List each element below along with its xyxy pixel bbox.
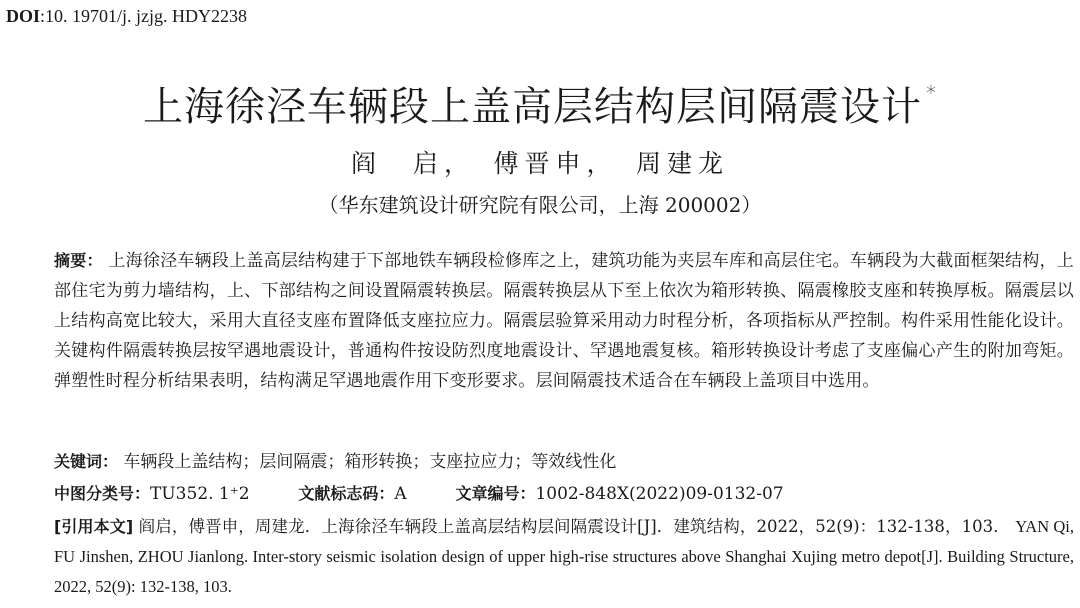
doi-value: :10. 19701/j. jzjg. HDY2238 [40, 6, 248, 26]
author-list: 阎 启， 傅晋申， 周建龙 [350, 149, 729, 178]
document-code-label: 文献标志码： [298, 484, 395, 503]
paper-title [0, 62, 1080, 138]
doi-label: DOI [6, 6, 41, 26]
abstract-text: 上海徐泾车辆段上盖高层结构建于下部地铁车辆段检修库之上，建筑功能为夹层车库和高层住宅。车辆段为大截面框架结构，上部住宅为剪力墙结构，上、下部结构之间设置隔震转换层。隔震转换层从下至上依次为箱形转换、隔震橡胶支座和转换厚板。隔震层以上结构高宽比较大，采用大直径支座布置降低支座拉应力。隔震层验算采用动力时程分析，各项指标从严控制。构件采用性能化设计。关键构件隔震转换层按罕遇地震设计，普通构件按设防烈度地震设计、罕遇地震复核。箱形转换设计考虑了支座偏心产生的附加弯矩。弹塑性时程分析结果表明，结构满足罕遇地震作用下变形要求。层间隔震技术适合在车辆段上盖项目中选用。 [54, 251, 1074, 391]
abstract-label: 摘要： [54, 251, 103, 270]
clc-label: 中图分类号： [54, 484, 151, 503]
doi-line [6, 4, 247, 28]
keywords [54, 448, 1074, 476]
citation-en: YAN Qi, FU Jinshen, ZHOU Jianlong. Inter-story seismic isolation design of upper high-rise structures above Shanghai Xujing metro depot[J]. Building Structure, 2022, 52(9): 132-138, 103. [54, 517, 1075, 596]
citation-label: [引用本文] [54, 517, 134, 536]
citation-zh: 阎启，傅晋申，周建龙．上海徐泾车辆段上盖高层结构层间隔震设计[J]．建筑结构，2022，52(9)：132-138，103． [138, 517, 1010, 536]
article-number-value: 1002-848X(2022)09-0132-07 [535, 484, 784, 504]
paper-title-text: 上海徐泾车辆段上盖高层结构层间隔震设计 [143, 84, 922, 130]
abstract [54, 246, 1074, 396]
document-code-value: A [394, 484, 407, 504]
article-number-label: 文章编号： [455, 484, 536, 503]
citation [54, 512, 1074, 602]
keywords-text: 车辆段上盖结构；层间隔震；箱形转换；支座拉应力；等效线性化 [123, 452, 617, 472]
classification-line [54, 480, 1074, 508]
affiliation: （华东建筑设计研究院有限公司，上海 200002） [318, 193, 762, 217]
keywords-label: 关键词： [54, 452, 119, 471]
title-footnote-mark: * [926, 81, 937, 105]
clc-value: TU352. 1⁺2 [150, 484, 250, 504]
